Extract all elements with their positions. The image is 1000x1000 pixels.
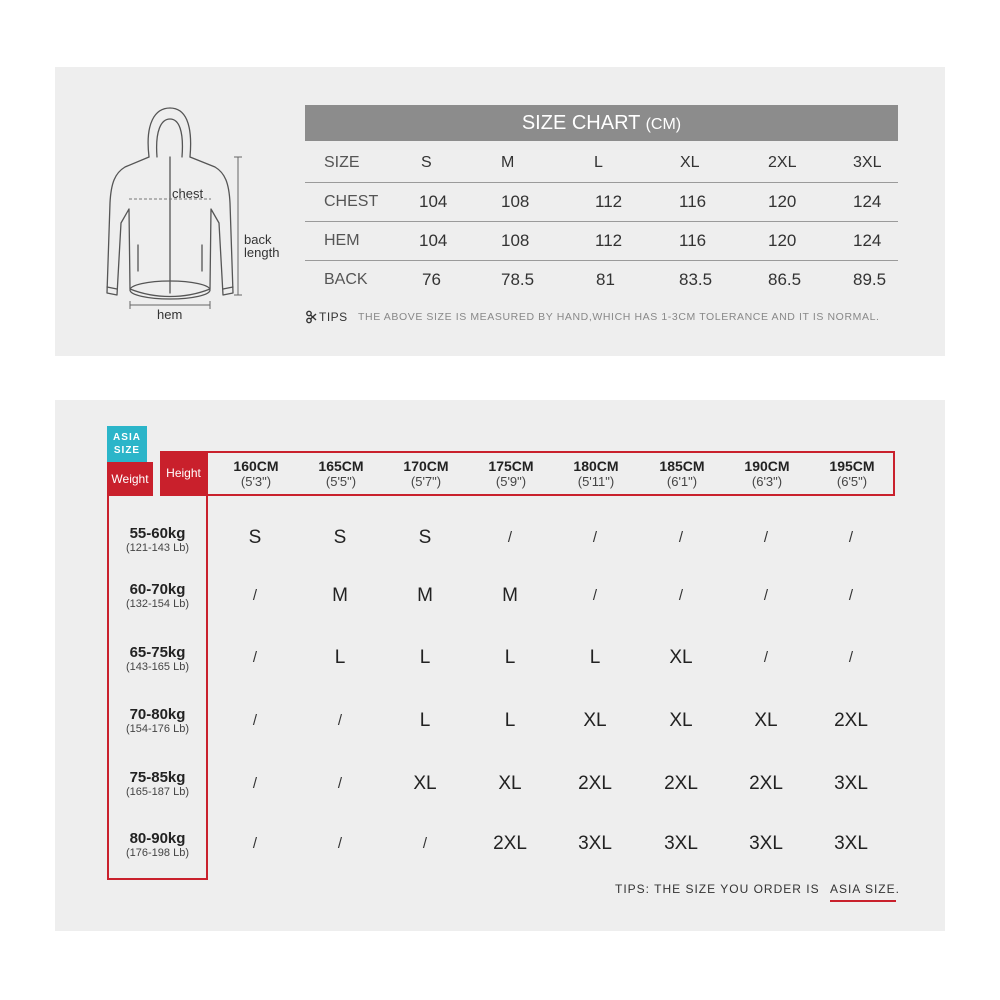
weight-row-label	[109, 581, 206, 611]
row-label-back: BACK	[324, 271, 368, 288]
size-grid-cell: S	[333, 527, 347, 548]
size-cell: S	[421, 154, 432, 171]
weight-lb: (143-165 Lb)	[126, 661, 189, 673]
row-label-hem: HEM	[324, 232, 360, 249]
size-grid-cell: /	[592, 529, 598, 546]
weight-kg: 75-85kg	[129, 769, 186, 786]
chest-cell: 124	[853, 192, 882, 211]
size-chart-title	[305, 105, 898, 141]
height-cm: 160CM	[233, 458, 279, 474]
weight-kg: 80-90kg	[129, 830, 186, 847]
size-grid-cell: /	[252, 649, 258, 666]
size-grid-cell: /	[848, 587, 854, 604]
asia-tip-emphasis	[830, 882, 896, 896]
size-cell: 2XL	[768, 154, 797, 171]
height-ft: (6'5")	[836, 474, 868, 489]
height-columns	[206, 451, 895, 496]
chest-cell: 120	[768, 192, 797, 211]
size-grid-cell: S	[248, 527, 262, 548]
size-grid-cell: 2XL	[664, 773, 698, 794]
height-cm: 165CM	[318, 458, 364, 474]
size-row	[305, 144, 898, 183]
size-grid-cell: 2XL	[578, 773, 612, 794]
size-grid-cell: 2XL	[493, 833, 527, 854]
tips-icon	[305, 310, 317, 324]
size-grid-cell: XL	[583, 710, 607, 731]
size-grid-cell: 3XL	[749, 833, 783, 854]
size-grid-cell: XL	[498, 773, 522, 794]
height-cm: 185CM	[659, 458, 705, 474]
weight-row-label	[109, 830, 206, 860]
size-grid-cell: /	[337, 775, 343, 792]
hem-cell: 108	[501, 231, 530, 250]
size-grid-cell: L	[589, 647, 601, 668]
size-grid-cell: /	[848, 529, 854, 546]
height-ft: (5'5")	[325, 474, 357, 489]
height-ft: (5'9")	[495, 474, 527, 489]
size-grid-cell: /	[763, 529, 769, 546]
height-column	[296, 458, 386, 490]
size-grid-cell: 3XL	[834, 773, 868, 794]
weight-lb: (132-154 Lb)	[126, 598, 189, 610]
height-cm: 180CM	[573, 458, 619, 474]
asia-size-guide-panel	[55, 400, 945, 931]
size-grid-cell: L	[419, 647, 431, 668]
size-grid-cell: 3XL	[664, 833, 698, 854]
size-grid-cell: 3XL	[834, 833, 868, 854]
size-grid-cell: M	[417, 585, 433, 606]
size-grid-cell: /	[337, 712, 343, 729]
back-row	[305, 261, 898, 300]
back-length-label-line2: length	[244, 245, 280, 260]
hem-cell: 104	[419, 231, 448, 250]
size-grid-cell: 3XL	[578, 833, 612, 854]
hem-cell: 116	[679, 231, 707, 250]
size-grid-cell: 2XL	[749, 773, 783, 794]
asia-tip-prefix: TIPS: THE SIZE YOU ORDER IS	[615, 882, 820, 896]
height-column	[381, 458, 471, 490]
back-cell: 86.5	[768, 270, 802, 289]
weight-kg: 65-75kg	[129, 644, 186, 661]
size-grid-row	[210, 523, 895, 553]
weight-kg: 60-70kg	[129, 581, 186, 598]
size-grid-cell: /	[507, 529, 513, 546]
size-grid-row	[210, 769, 895, 799]
size-grid-cell: M	[332, 585, 348, 606]
asia-tip-underline	[830, 900, 896, 902]
weight-kg: 70-80kg	[129, 706, 186, 723]
weight-lb: (121-143 Lb)	[126, 542, 189, 554]
weight-header: Weight	[107, 462, 153, 496]
hem-label: hem	[157, 307, 183, 322]
height-column	[807, 458, 897, 490]
size-cell: L	[594, 154, 603, 171]
height-column	[722, 458, 812, 490]
size-chart-unit: (CM)	[645, 116, 682, 133]
asia-size-tip	[615, 882, 900, 898]
chest-label: chest	[172, 186, 204, 201]
height-ft: (5'7")	[410, 474, 442, 489]
height-ft: (6'1")	[666, 474, 698, 489]
size-grid-cell: XL	[669, 710, 693, 731]
height-header: Height	[160, 451, 207, 496]
weight-row-label	[109, 706, 206, 736]
size-grid-row	[210, 829, 895, 859]
size-grid-cell: /	[422, 835, 428, 852]
size-grid-cell: L	[334, 647, 346, 668]
height-ft: (5'3")	[240, 474, 272, 489]
weight-lb: (165-187 Lb)	[126, 786, 189, 798]
back-cell: 76	[422, 270, 441, 289]
row-label-chest: CHEST	[324, 193, 379, 210]
size-grid-cell: M	[502, 585, 518, 606]
back-cell: 78.5	[501, 270, 535, 289]
size-grid-cell: L	[504, 710, 516, 731]
hem-cell: 124	[853, 231, 882, 250]
height-cm: 170CM	[403, 458, 449, 474]
size-grid-cell: 2XL	[834, 710, 868, 731]
size-grid-cell: /	[252, 775, 258, 792]
weight-rows	[107, 496, 208, 880]
size-grid-cell: /	[252, 835, 258, 852]
size-chart-panel	[55, 67, 945, 356]
chest-cell: 104	[419, 192, 448, 211]
hem-cell: 120	[768, 231, 797, 250]
height-cm: 195CM	[829, 458, 875, 474]
size-grid-cell: L	[504, 647, 516, 668]
weight-lb: (154-176 Lb)	[126, 723, 189, 735]
height-column	[211, 458, 301, 490]
size-grid-cell: /	[848, 649, 854, 666]
height-column	[551, 458, 641, 490]
size-grid-cell: /	[252, 587, 258, 604]
size-grid-cell: /	[763, 587, 769, 604]
tips-label: TIPS	[319, 310, 348, 324]
size-grid-cell: /	[763, 649, 769, 666]
size-grid-cell: S	[418, 527, 432, 548]
weight-kg: 55-60kg	[129, 525, 186, 542]
size-chart-title-text: SIZE CHART	[521, 112, 641, 134]
measurement-tips	[305, 310, 925, 324]
asia-badge-line2: SIZE	[113, 445, 141, 456]
height-cm: 175CM	[488, 458, 534, 474]
asia-badge-line1: ASIA	[113, 432, 141, 443]
hoodie-jacket-icon	[95, 103, 295, 333]
chest-cell: 108	[501, 192, 530, 211]
chest-row	[305, 183, 898, 222]
size-grid-cell: /	[252, 712, 258, 729]
size-grid-cell: XL	[413, 773, 437, 794]
size-grid-cell: /	[678, 587, 684, 604]
weight-row-label	[109, 644, 206, 674]
tips-text: THE ABOVE SIZE IS MEASURED BY HAND,WHICH HAS 1-3CM TOLERANCE AND IT IS NORMAL.	[358, 311, 880, 323]
height-ft: (5'11")	[577, 474, 615, 489]
size-cell: 3XL	[853, 154, 882, 171]
size-grid-cell: /	[678, 529, 684, 546]
size-grid-row	[210, 581, 895, 611]
size-grid-row	[210, 706, 895, 736]
back-cell: 83.5	[679, 270, 713, 289]
size-grid-cell: L	[419, 710, 431, 731]
height-cm: 190CM	[744, 458, 790, 474]
weight-row-label	[109, 769, 206, 799]
height-column	[637, 458, 727, 490]
hem-cell: 112	[595, 231, 623, 250]
size-grid-row	[210, 643, 895, 673]
height-column	[466, 458, 556, 490]
chest-cell: 112	[595, 192, 623, 211]
size-cell: XL	[680, 154, 700, 171]
jacket-diagram	[95, 103, 295, 333]
size-grid-cell: /	[592, 587, 598, 604]
asia-tip-suffix: .	[895, 882, 900, 896]
size-grid-cell: /	[337, 835, 343, 852]
hem-row	[305, 222, 898, 261]
asia-size-badge	[107, 426, 147, 462]
back-length-label-line1: back	[244, 232, 272, 247]
size-cell: M	[501, 154, 515, 171]
row-label-size: SIZE	[324, 154, 360, 171]
size-grid-cell: XL	[669, 647, 693, 668]
size-grid-cell: XL	[754, 710, 778, 731]
height-ft: (6'3")	[751, 474, 783, 489]
asia-tip-emphasis-text: ASIA SIZE	[829, 882, 896, 896]
weight-lb: (176-198 Lb)	[126, 847, 189, 859]
weight-row-label	[109, 525, 206, 555]
chest-cell: 116	[679, 192, 707, 211]
back-cell: 89.5	[853, 270, 887, 289]
back-cell: 81	[596, 270, 615, 289]
